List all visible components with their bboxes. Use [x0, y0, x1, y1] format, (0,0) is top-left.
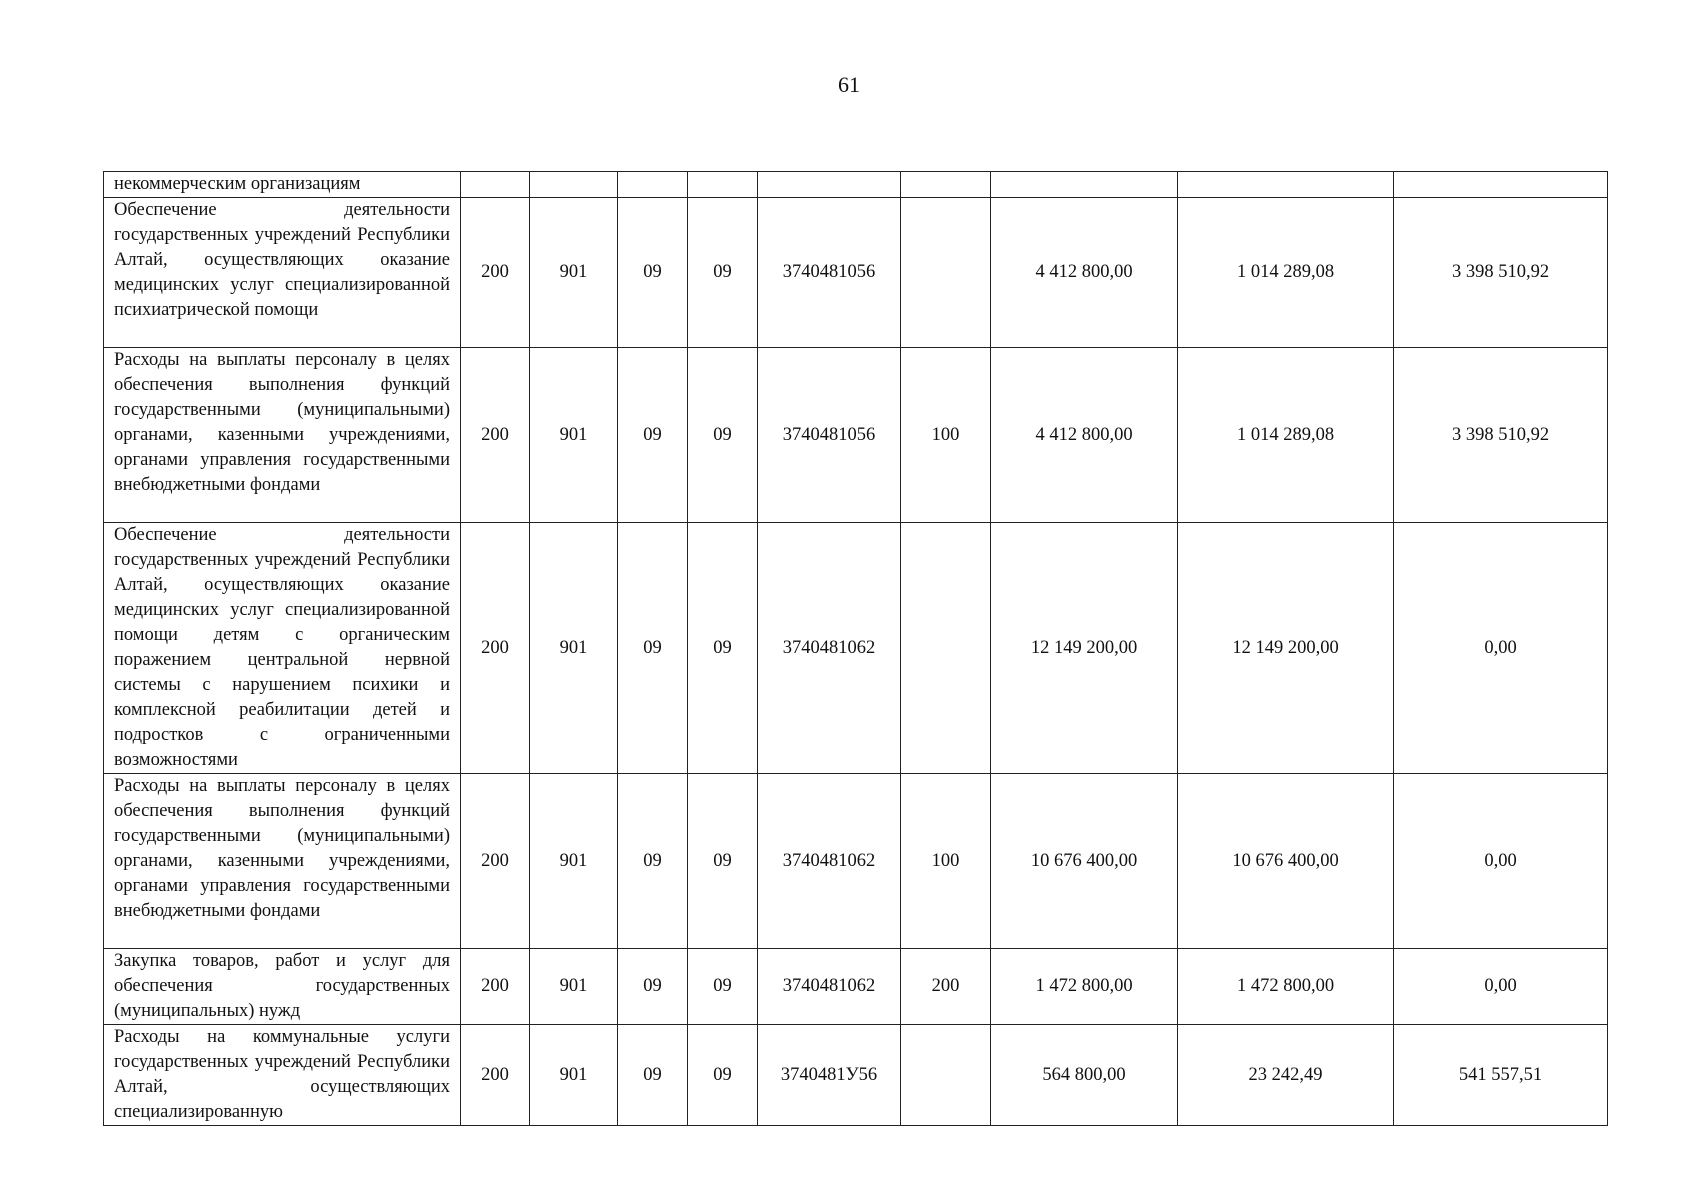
grbs-cell: 901 [530, 949, 618, 1025]
executed-cell: 12 149 200,00 [1178, 523, 1394, 774]
table-row [104, 523, 1608, 774]
subsection-cell: 09 [688, 348, 758, 523]
planned-cell: 12 149 200,00 [991, 523, 1178, 774]
ministry-cell: 200 [461, 198, 530, 348]
section-cell: 09 [618, 348, 688, 523]
grbs-cell: 901 [530, 774, 618, 949]
ministry-cell: 200 [461, 949, 530, 1025]
subsection-cell: 09 [688, 1025, 758, 1126]
planned-cell: 10 676 400,00 [991, 774, 1178, 949]
subsection-cell: 09 [688, 198, 758, 348]
remainder-cell: 3 398 510,92 [1394, 348, 1608, 523]
section-cell: 09 [618, 523, 688, 774]
description-cell: некоммерческим организациям [104, 172, 461, 198]
executed-cell: 1 014 289,08 [1178, 198, 1394, 348]
target-article-cell: 3740481062 [758, 523, 901, 774]
target-article-cell: 3740481056 [758, 198, 901, 348]
planned-cell: 564 800,00 [991, 1025, 1178, 1126]
grbs-cell [530, 172, 618, 198]
remainder-cell: 3 398 510,92 [1394, 198, 1608, 348]
target-article-cell: 3740481056 [758, 348, 901, 523]
executed-cell: 23 242,49 [1178, 1025, 1394, 1126]
grbs-cell: 901 [530, 1025, 618, 1126]
table-row [104, 348, 1608, 523]
expense-type-cell [901, 172, 991, 198]
description-cell: Обеспечение деятельности государственных учреждений Республики Алтай, осуществляющих оказание медицинских услуг специализированной помощи детям с органическим поражением центральной нервной системы с нарушением психики и комплексной реабилитации детей и подростков с ограниченными возможностями [104, 523, 461, 774]
planned-cell: 4 412 800,00 [991, 348, 1178, 523]
section-cell: 09 [618, 1025, 688, 1126]
expense-type-cell: 100 [901, 774, 991, 949]
executed-cell: 1 472 800,00 [1178, 949, 1394, 1025]
page-number: 61 [838, 72, 860, 97]
remainder-cell: 0,00 [1394, 523, 1608, 774]
target-article-cell: 3740481062 [758, 949, 901, 1025]
planned-cell: 4 412 800,00 [991, 198, 1178, 348]
remainder-cell [1394, 172, 1608, 198]
expense-type-cell [901, 523, 991, 774]
ministry-cell: 200 [461, 774, 530, 949]
section-cell: 09 [618, 198, 688, 348]
table-row [104, 949, 1608, 1025]
subsection-cell: 09 [688, 774, 758, 949]
planned-cell: 1 472 800,00 [991, 949, 1178, 1025]
section-cell [618, 172, 688, 198]
subsection-cell: 09 [688, 523, 758, 774]
subsection-cell [688, 172, 758, 198]
table-row [104, 1025, 1608, 1126]
remainder-cell: 541 557,51 [1394, 1025, 1608, 1126]
target-article-cell: 3740481У56 [758, 1025, 901, 1126]
description-cell: Расходы на выплаты персоналу в целях обеспечения выполнения функций государственными (муниципальными) органами, казенными учреждениями, органами управления государственными внебюджетными фондами [104, 774, 461, 949]
subsection-cell: 09 [688, 949, 758, 1025]
ministry-cell: 200 [461, 523, 530, 774]
table-row [104, 774, 1608, 949]
expense-type-cell [901, 198, 991, 348]
grbs-cell: 901 [530, 348, 618, 523]
description-cell: Закупка товаров, работ и услуг для обеспечения государственных (муниципальных) нужд [104, 949, 461, 1025]
target-article-cell: 3740481062 [758, 774, 901, 949]
ministry-cell [461, 172, 530, 198]
grbs-cell: 901 [530, 198, 618, 348]
grbs-cell: 901 [530, 523, 618, 774]
executed-cell: 1 014 289,08 [1178, 348, 1394, 523]
ministry-cell: 200 [461, 348, 530, 523]
description-cell: Обеспечение деятельности государственных учреждений Республики Алтай, осуществляющих оказание медицинских услуг специализированной психиатрической помощи [104, 198, 461, 348]
executed-cell [1178, 172, 1394, 198]
section-cell: 09 [618, 949, 688, 1025]
planned-cell [991, 172, 1178, 198]
ministry-cell: 200 [461, 1025, 530, 1126]
table-row [104, 198, 1608, 348]
remainder-cell: 0,00 [1394, 774, 1608, 949]
target-article-cell [758, 172, 901, 198]
expense-type-cell: 100 [901, 348, 991, 523]
expense-type-cell: 200 [901, 949, 991, 1025]
table-row [104, 172, 1608, 198]
executed-cell: 10 676 400,00 [1178, 774, 1394, 949]
remainder-cell: 0,00 [1394, 949, 1608, 1025]
section-cell: 09 [618, 774, 688, 949]
description-cell: Расходы на коммунальные услуги государственных учреждений Республики Алтай, осуществляющих специализированную [104, 1025, 461, 1126]
expense-type-cell [901, 1025, 991, 1126]
budget-table [103, 171, 1608, 1126]
description-cell: Расходы на выплаты персоналу в целях обеспечения выполнения функций государственными (муниципальными) органами, казенными учреждениями, органами управления государственными внебюджетными фондами [104, 348, 461, 523]
